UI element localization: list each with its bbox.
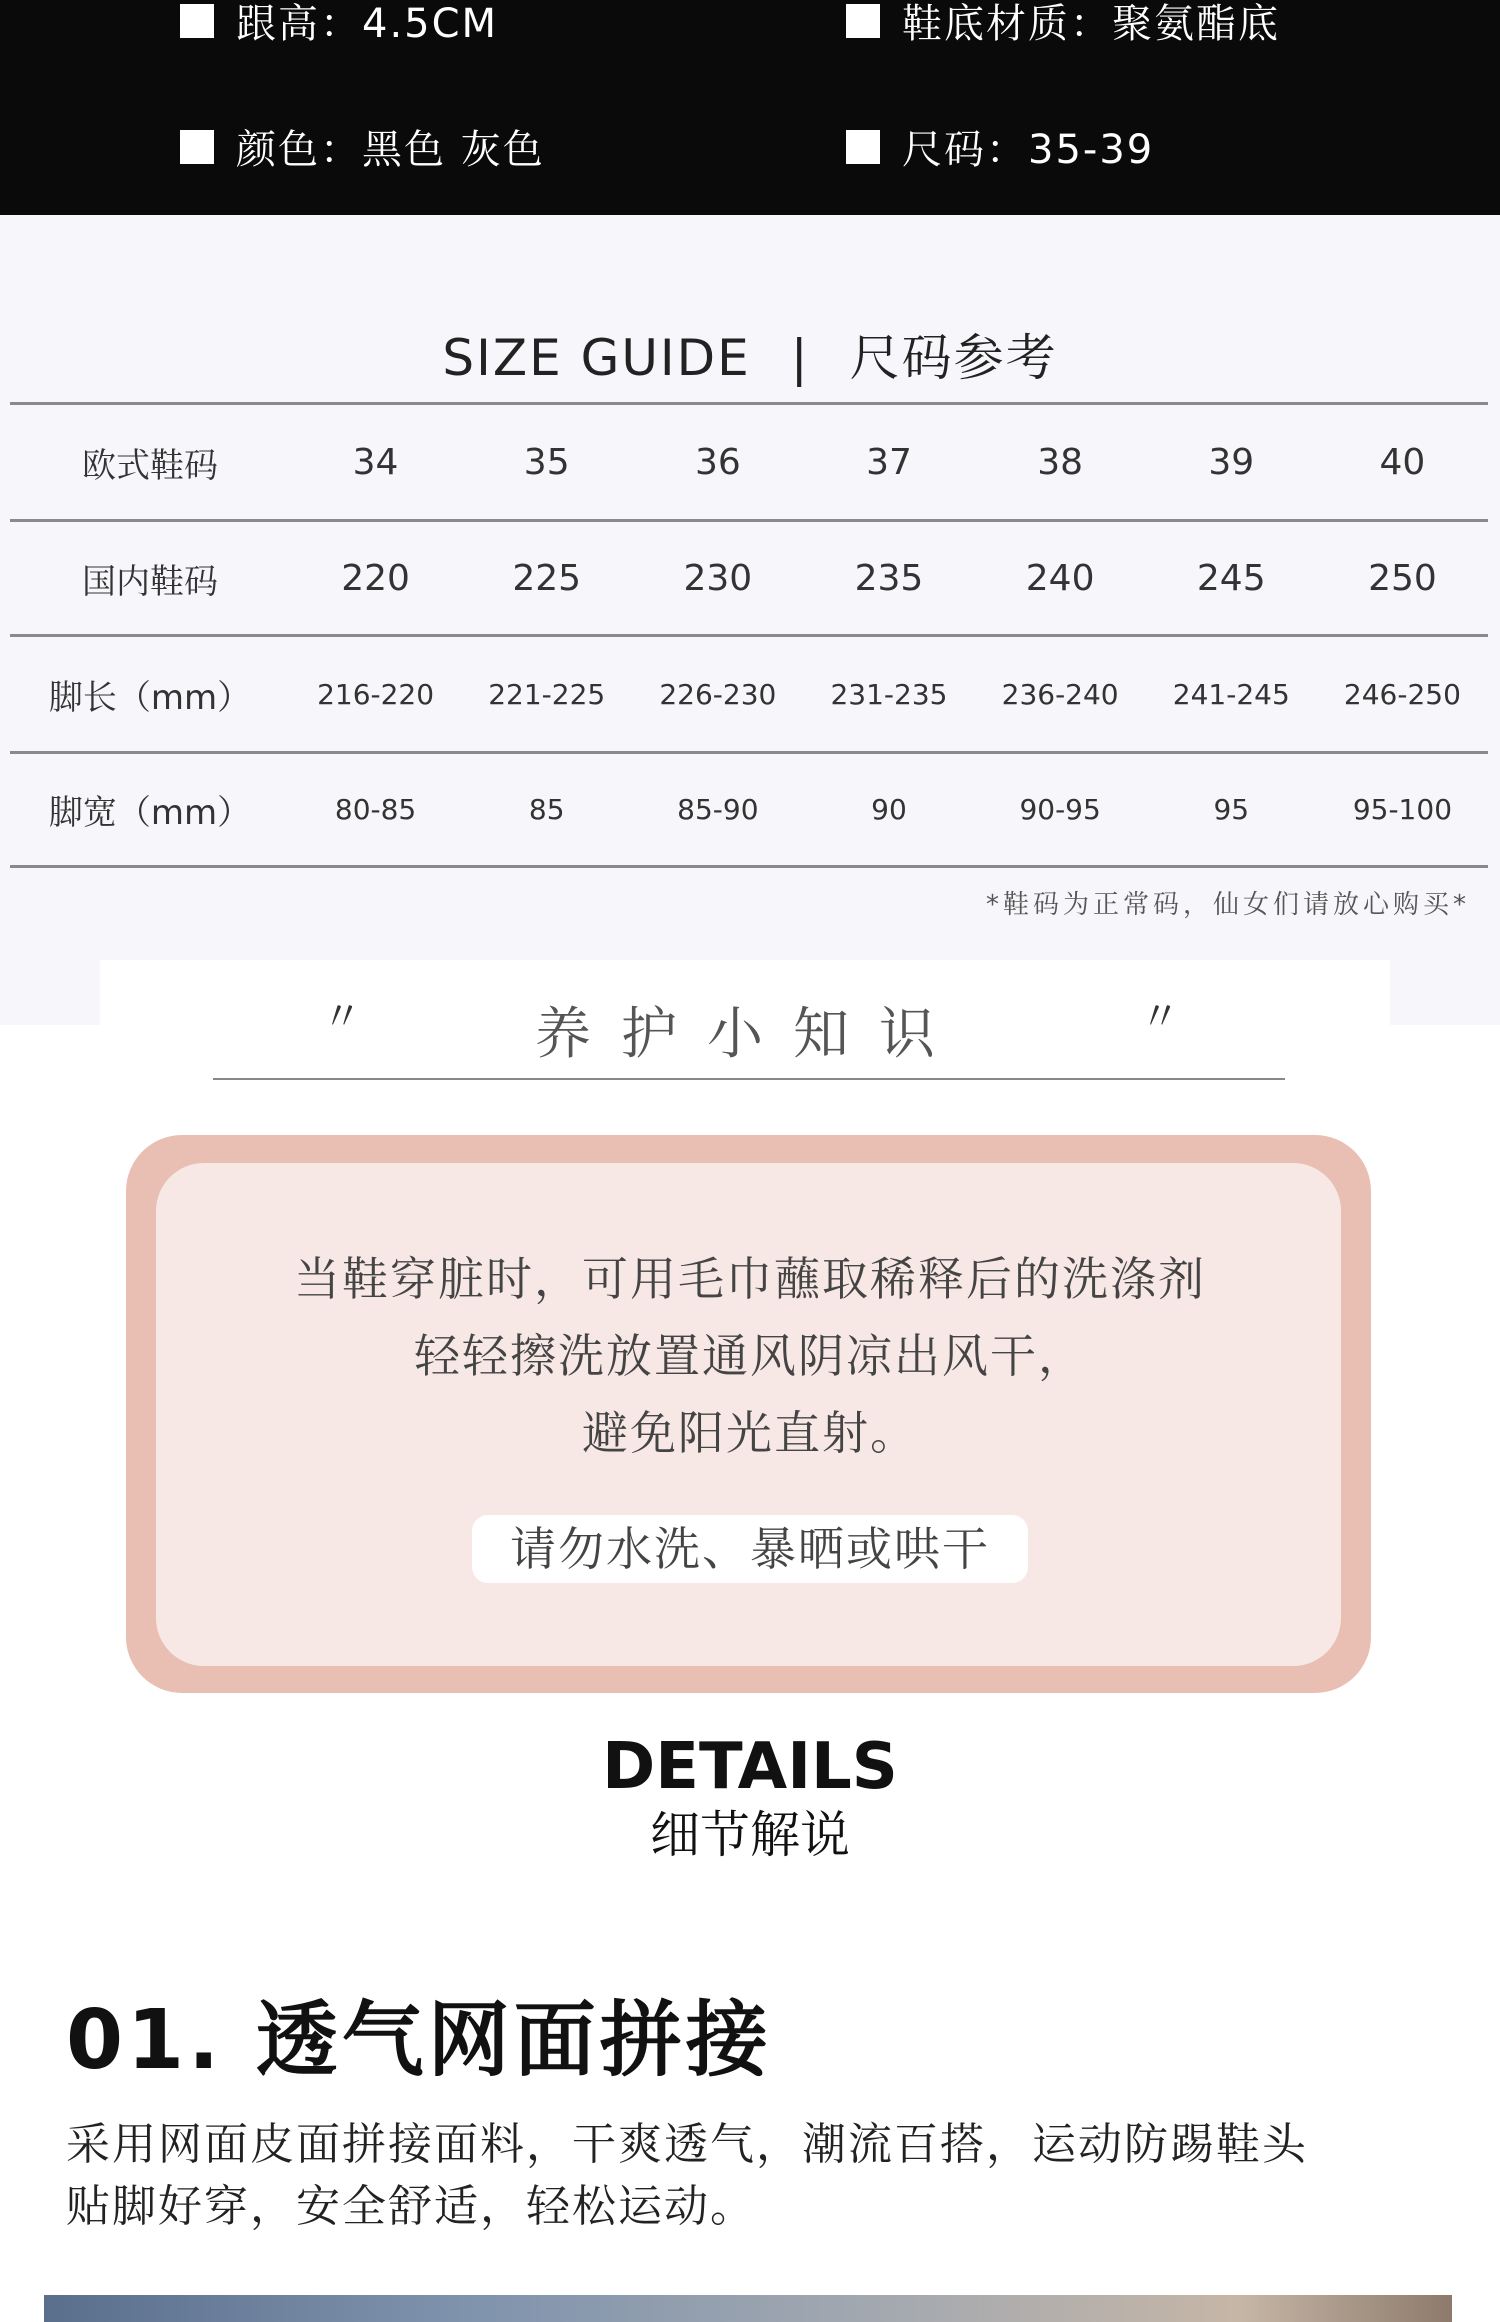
- table-cell: 235: [854, 557, 924, 599]
- care-line-3: 避免阳光直射。: [582, 1406, 918, 1460]
- row-header: 欧式鞋码: [82, 445, 218, 486]
- spec-label: 颜色：黑色 灰色: [236, 127, 545, 173]
- spec-heel-height: [180, 0, 498, 49]
- title-separator: |: [790, 329, 810, 387]
- table-cell: 241-245: [1172, 677, 1290, 711]
- product-photo: [44, 2295, 1452, 2322]
- table-cell: 80-85: [334, 793, 417, 826]
- table-row: [10, 636, 1488, 753]
- spec-sole-material: [846, 0, 1280, 49]
- square-bullet-icon: [180, 130, 214, 164]
- table-cell: 90: [871, 793, 907, 826]
- table-cell: 34: [352, 441, 399, 483]
- table-cell: 95: [1213, 793, 1250, 826]
- table-cell: 37: [866, 441, 912, 483]
- care-title: 养护小知识: [535, 1002, 965, 1067]
- section-title: 01. 透气网面拼接: [66, 1993, 772, 2088]
- details-title-en: DETAILS: [602, 1730, 898, 1804]
- spec-color: [180, 118, 545, 175]
- table-cell: 226-230: [659, 677, 777, 711]
- table-cell: 220: [341, 557, 410, 599]
- table-cell: 240: [1025, 557, 1095, 599]
- square-bullet-icon: [180, 4, 214, 38]
- size-guide-title: [0, 318, 1500, 390]
- quote-right-icon: 〃: [1140, 994, 1180, 1040]
- table-cell: 38: [1037, 441, 1084, 483]
- section-desc-line-1: 采用网面皮面拼接面料，干爽透气，潮流百搭，运动防踢鞋头: [66, 2119, 1308, 2170]
- table-cell: 95-100: [1352, 793, 1453, 826]
- table-cell: 225: [512, 557, 582, 599]
- table-cell: 246-250: [1343, 677, 1461, 711]
- size-guide-title-zh: 尺码参考: [849, 329, 1058, 387]
- divider: [213, 1078, 1285, 1080]
- table-row: [10, 521, 1488, 636]
- details-title-zh: 细节解说: [650, 1806, 850, 1864]
- spec-label: 尺码：35-39: [902, 127, 1155, 173]
- spec-size: [846, 118, 1154, 175]
- table-row: [10, 404, 1488, 521]
- table-cell: 40: [1379, 441, 1426, 483]
- table-cell: 36: [694, 441, 741, 483]
- spec-label: 跟高：4.5CM: [236, 1, 499, 47]
- table-cell: 216-220: [317, 677, 435, 711]
- table-cell: 90-95: [1019, 793, 1101, 826]
- table-cell: 236-240: [1001, 677, 1119, 711]
- row-header: 国内鞋码: [82, 561, 218, 602]
- size-table: [10, 402, 1488, 868]
- quote-left-icon: 〃: [322, 994, 362, 1040]
- table-cell: 221-225: [488, 677, 606, 711]
- table-cell: 250: [1368, 557, 1437, 599]
- table-row: [10, 753, 1488, 867]
- row-header: 脚长（mm）: [48, 677, 252, 718]
- care-warning: 请勿水洗、暴晒或哄干: [472, 1515, 1028, 1583]
- size-guide-title-en: SIZE GUIDE: [442, 329, 751, 387]
- row-header: 脚宽（mm）: [48, 793, 252, 833]
- spec-label: 鞋底材质：聚氨酯底: [902, 1, 1280, 47]
- square-bullet-icon: [846, 130, 880, 164]
- table-cell: 85-90: [677, 793, 759, 826]
- care-line-2: 轻轻擦洗放置通风阴凉出风干，: [414, 1329, 1086, 1383]
- table-cell: 85: [528, 793, 565, 826]
- table-cell: 39: [1208, 441, 1255, 483]
- table-cell: 230: [683, 557, 753, 599]
- section-desc-line-2: 贴脚好穿，安全舒适，轻松运动。: [66, 2181, 756, 2232]
- size-note: *鞋码为正常码，仙女们请放心购买*: [985, 890, 1470, 920]
- care-line-1: 当鞋穿脏时，可用毛巾蘸取稀释后的洗涤剂: [294, 1252, 1206, 1306]
- table-cell: 245: [1196, 557, 1266, 599]
- table-cell: 35: [523, 441, 570, 483]
- table-cell: 231-235: [830, 677, 948, 711]
- square-bullet-icon: [846, 4, 880, 38]
